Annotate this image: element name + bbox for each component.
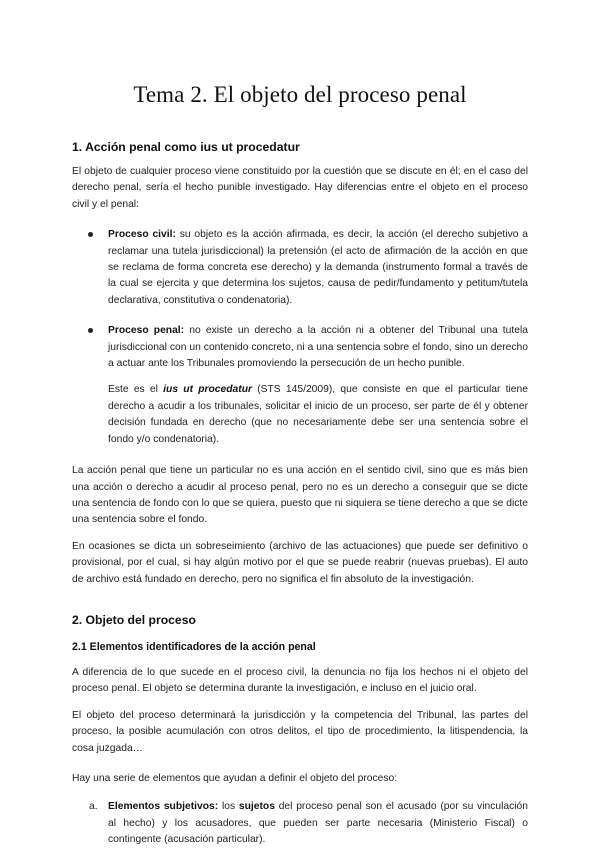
paragraph-ius-ut-procedatur: [108, 382, 528, 448]
paragraph-accion-penal: La acción penal que tiene un particular no es una acción en el sentido civil, sino que es más bien una acción o derecho a acudir al proceso penal, pero no es un derecho a conseguir que se dicte una sentencia de fondo con lo que se quiera, puesto que ni siquiera se tiene derecho a que se dicte una sentencia sobre el fondo.: [72, 465, 528, 526]
page-title: Tema 2. El objeto del proceso penal: [133, 82, 467, 107]
label-proceso-civil: Proceso civil:: [108, 229, 176, 241]
paragraph-diferencia: A diferencia de lo que sucede en el proceso civil, la denuncia no fija los hechos ni el objeto del proceso penal. El objeto se determina durante la investigación, e incluso en el juicio oral.: [72, 666, 528, 695]
paragraph-proceso-civil: [108, 227, 528, 309]
text-ius-after: (STS 145/2009), que consiste en que el particular tiene derecho a acudir a los tribunales, solicitar el inicio de un proceso, ser parte de él y obtener decisión fundada en derecho (que no necesariamente debe ser una sentencia sobre el fondo y/o condenatoria).: [108, 384, 528, 445]
section-heading-accion-penal: 1. Acción penal como ius ut procedatur: [72, 140, 300, 154]
paragraph-determinara: El objeto del proceso determinará la jurisdicción y la competencia del Tribunal, las partes del proceso, la posible acumulación con otros delitos, el tipo de procedimiento, la litispendencia, la cosa juzgada…: [72, 709, 528, 754]
text-proceso-civil: su objeto es la acción afirmada, es decir, la acción (el derecho subjetivo a reclamar una tutela jurisdiccional) la pretensión (el acto de afirmación de la acción en que se reclama de forma concreta ese derecho) y la demanda (instrumento formal a través de la cual se ejercita y que determina los sujetos, causa de pedir/fundamento y petitum/tutela declarativa, constitutiva o condenatoria).: [108, 229, 528, 306]
paragraph-proceso-penal: [108, 323, 528, 372]
section-heading-objeto-proceso: 2. Objeto del proceso: [72, 612, 196, 627]
bullet-icon: [88, 232, 93, 237]
text-elementos-subjetivos: del proceso penal son el acusado (por su vinculación al hecho) y los acusadores, que pueden ser parte necesaria (Ministerio Fiscal) o contingente (acusación particular).: [108, 801, 528, 846]
text-proceso-penal: no existe un derecho a la acción ni a obtener del Tribunal una tutela jurisdiccional con un contenido concreto, ni a una sentencia sobre el fondo, sino un derecho a actuar ante los Tribunales promoviendo la persecución de un hecho punible.: [108, 325, 528, 370]
list-item-proceso-civil: [72, 227, 528, 309]
lettered-list-elementos: [72, 799, 528, 848]
list-marker: a.: [89, 801, 98, 813]
label-proceso-penal: Proceso penal:: [108, 325, 185, 337]
paragraph-elementos-subjetivos: [108, 799, 528, 848]
paragraph-elementos-intro: Hay una serie de elementos que ayudan a definir el objeto del proceso:: [72, 772, 398, 784]
label-elementos-subjetivos: Elementos subjetivos:: [108, 801, 219, 813]
subsection-heading-elementos: 2.1 Elementos identificadores de la acción penal: [72, 640, 316, 653]
term-sujetos: sujetos: [238, 801, 275, 813]
bullet-list-procesos: [72, 227, 528, 448]
bullet-icon: [88, 328, 93, 333]
list-item-elementos-subjetivos: [72, 799, 528, 848]
text-los: los: [218, 801, 239, 813]
term-ius-ut-procedatur: ius ut procedatur: [163, 384, 252, 396]
paragraph-intro: El objeto de cualquier proceso viene constituido por la cuestión que se discute en él; en el caso del derecho penal, sería el hecho punible investigado. Hay diferencias entre el objeto en el proceso civil y el penal:: [72, 166, 528, 210]
text-ius-before: Este es el: [108, 384, 164, 396]
list-item-proceso-penal: [72, 323, 528, 448]
paragraph-sobreseimiento: En ocasiones se dicta un sobreseimiento (archivo de las actuaciones) que puede ser definitivo o provisional, por el cual, si hay algún motivo por el que se puede reabrir (nuevas pruebas). El auto de archivo está fundado en derecho, pero no significa el fin absoluto de la investigación.: [72, 540, 528, 585]
